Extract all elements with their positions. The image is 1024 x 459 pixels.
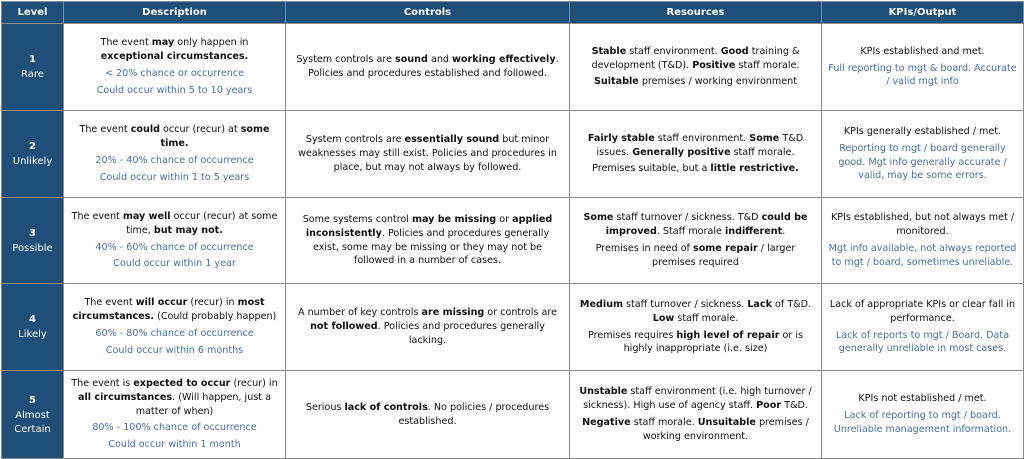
kpis-cell (822, 198, 1024, 284)
description-timeframe: Could occur within 1 to 5 years (99, 171, 250, 183)
description-cell (64, 371, 286, 459)
header-row (2, 2, 1024, 24)
resources-text: Unstable staff environment (i.e. high turnover / sickness). High use of agency staff. Poor T&D. (579, 386, 812, 412)
description-text: The event could occur (recur) at some time. (79, 124, 270, 150)
description-timeframe: Could occur within 5 to 10 years (96, 84, 253, 96)
table-row (2, 371, 1024, 459)
level-cell (2, 284, 64, 371)
kpis-reporting-text: Lack of reports to mgt / Board. Data generally unreliable in most cases. (835, 329, 1010, 355)
level-name: Likely (18, 329, 47, 341)
resources-cell (570, 24, 822, 111)
kpis-text: KPIs established, but not always met / monitored. (830, 212, 1015, 238)
header-level: Level (2, 2, 64, 24)
kpis-text: KPIs not established / met. (858, 393, 987, 405)
description-timeframe: Could occur within 6 months (105, 344, 244, 356)
table-row (2, 111, 1024, 198)
controls-cell (286, 198, 570, 284)
table-row (2, 24, 1024, 111)
level-name: Rare (21, 69, 44, 81)
controls-cell (286, 111, 570, 198)
description-text: The event will occur (recur) in most circumstances. (Could probably happen) (72, 297, 277, 323)
controls-text: System controls are sound and working effectively. Policies and procedures established and followed. (296, 54, 559, 79)
level-name: Almost Certain (14, 410, 51, 435)
resources-text: Stable staff environment. Good training & development (T&D). Positive staff morale. (591, 45, 800, 71)
kpis-text: KPIs generally established / met. (843, 125, 1002, 137)
resources-cell (570, 284, 822, 371)
controls-cell (286, 24, 570, 111)
resources-text: Medium staff turnover / sickness. Lack of T&D. Low staff morale. (579, 298, 812, 324)
header-description: Description (64, 2, 286, 24)
description-text: The event is expected to occur (recur) in all circumstances. (Will happen, just a matter of when) (71, 377, 278, 417)
kpis-reporting-text: Reporting to mgt / board generally good. Mgt info generally accurate / valid, may be some errors. (838, 142, 1007, 182)
description-cell (64, 111, 286, 198)
description-chance: 60% - 80% chance of occurrence (95, 328, 254, 339)
table-row (2, 284, 1024, 371)
resources-premises-text: Premises requires high level of repair or is highly inappropriate (i.e. size) (588, 329, 803, 355)
kpis-cell (822, 24, 1024, 111)
resources-premises-text: Suitable premises / working environment (594, 76, 797, 88)
controls-cell (286, 371, 570, 459)
resources-morale-text: Negative staff morale. Unsuitable premises / working environment. (582, 417, 809, 442)
resources-cell (570, 111, 822, 198)
level-number: 1 (29, 54, 36, 66)
description-timeframe: Could occur within 1 month (108, 439, 241, 451)
description-chance: < 20% chance or occurrence (104, 68, 245, 79)
kpis-reporting-text: Mgt info available, not always reported to mgt / board, sometimes unreliable. (828, 243, 1017, 268)
kpis-cell (822, 284, 1024, 371)
resources-text: Some staff turnover / sickness. T&D could be improved. Staff morale indifferent. (583, 212, 808, 238)
header-resources: Resources (570, 2, 822, 24)
resources-premises-text: Premises suitable, but a little restrictive. (592, 163, 799, 175)
kpis-text: Lack of appropriate KPIs or clear fall in performance. (829, 298, 1016, 324)
description-chance: 40% - 60% chance of occurrence (95, 241, 254, 253)
level-cell (2, 111, 64, 198)
kpis-text: KPIs established and met. (860, 45, 985, 57)
level-name: Possible (12, 242, 53, 254)
resources-cell (570, 371, 822, 459)
level-number: 3 (29, 227, 36, 239)
kpis-reporting-text: Full reporting to mgt & board. Accurate / valid mgt info (828, 62, 1017, 88)
header-controls: Controls (286, 2, 570, 24)
description-chance: 20% - 40% chance of occurrence (95, 155, 254, 166)
level-cell (2, 24, 64, 111)
kpis-cell (822, 111, 1024, 198)
header-kpis: KPIs/Output (822, 2, 1024, 24)
kpis-cell (822, 371, 1024, 459)
level-cell (2, 371, 64, 459)
resources-text: Fairly stable staff environment. Some T&D issues. Generally positive staff morale. (587, 132, 804, 158)
controls-cell (286, 284, 570, 371)
level-number: 2 (29, 141, 36, 153)
description-text: The event may well occur (recur) at some time, but may not. (71, 210, 278, 236)
description-timeframe: Could occur within 1 year (113, 258, 236, 270)
description-chance: 80% - 100% chance of occurrence (92, 422, 257, 434)
kpis-reporting-text: Lack of reporting to mgt / board. Unreliable management information. (833, 410, 1012, 435)
resources-premises-text: Premises in need of some repair / larger premises required (595, 243, 796, 268)
risk-likelihood-table (1, 1, 1024, 459)
description-text: The event may only happen in exceptional circumstances. (100, 37, 249, 63)
level-cell (2, 198, 64, 284)
resources-cell (570, 198, 822, 284)
level-name: Unlikely (12, 156, 53, 168)
description-cell (64, 284, 286, 371)
level-number: 5 (29, 395, 36, 406)
controls-text: A number of key controls are missing or controls are not followed. Policies and procedures generally lacking. (297, 307, 558, 346)
level-number: 4 (29, 314, 36, 326)
table-row (2, 198, 1024, 284)
description-cell (64, 198, 286, 284)
description-cell (64, 24, 286, 111)
controls-text: Some systems control may be missing or applied inconsistently. Policies and procedures generally exist, some may be missing or they may not be followed in a number of cases. (302, 213, 553, 267)
controls-text: System controls are essentially sound but minor weaknesses may still exist. Policies and procedures in place, but may not always by followed. (298, 134, 557, 173)
controls-text: Serious lack of controls. No policies / procedures established. (305, 401, 550, 427)
